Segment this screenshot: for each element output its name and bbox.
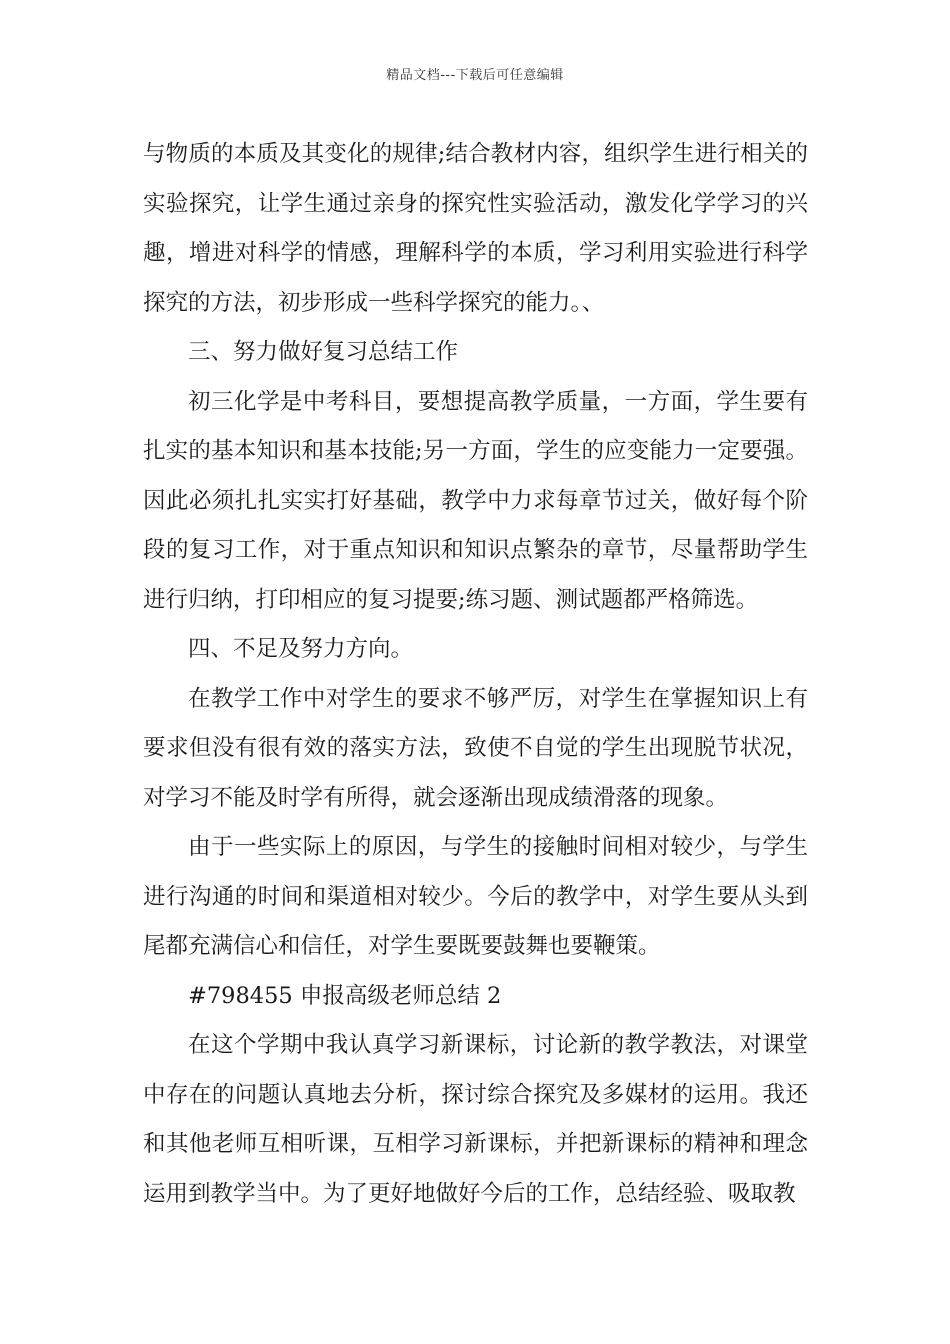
section-heading-3: 三、努力做好复习总结工作: [188, 339, 459, 365]
paragraph-shortcomings: 在教学工作中对学生的要求不够严厉，对学生在掌握知识上有要求但没有很有效的落实方法，致使不自觉的学生出现脱节状况，对学习不能及时学有所得，就会逐渐出现成绩滑落的现象。: [143, 685, 808, 811]
paragraph-continued: 与物质的本质及其变化的规律;结合教材内容，组织学生进行相关的实验探究，让学生通过亲身的探究性实验活动，激发化学学习的兴趣，增进对科学的情感，理解科学的本质，学习利用实验进行科学探究的方法，初步形成一些科学探究的能力。、: [143, 141, 808, 316]
document-body: [143, 130, 808, 1219]
paragraph-new-curriculum: 在这个学期中我认真学习新课标，讨论新的教学教法，对课堂中存在的问题认真地去分析，探讨综合探究及多媒材的运用。我还和其他老师互相听课，互相学习新课标，并把新课标的精神和理念运用到教学当中。为了更好地做好今后的工作，总结经验、吸取教: [143, 1032, 808, 1207]
section-heading-4: 四、不足及努力方向。: [188, 636, 414, 662]
page-header: 精品文档---下载后可任意编辑: [386, 68, 564, 83]
paragraph-review-work: 初三化学是中考科目，要想提高教学质量，一方面，学生要有扎实的基本知识和基本技能;另一方面，学生的应变能力一定要强。因此必须扎扎实实打好基础，教学中力求每章节过关，做好每个阶段的复习工作，对于重点知识和知识点繁杂的章节，尽量帮助学生进行归纳，打印相应的复习提要;练习题、测试题都严格筛选。: [143, 388, 808, 613]
summary-title: #798455 申报高级老师总结 2: [188, 982, 502, 1009]
paragraph-communication: 由于一些实际上的原因，与学生的接触时间相对较少，与学生进行沟通的时间和渠道相对较少。今后的教学中，对学生要从头到尾都充满信心和信任，对学生要既要鼓舞也要鞭策。: [143, 834, 808, 959]
